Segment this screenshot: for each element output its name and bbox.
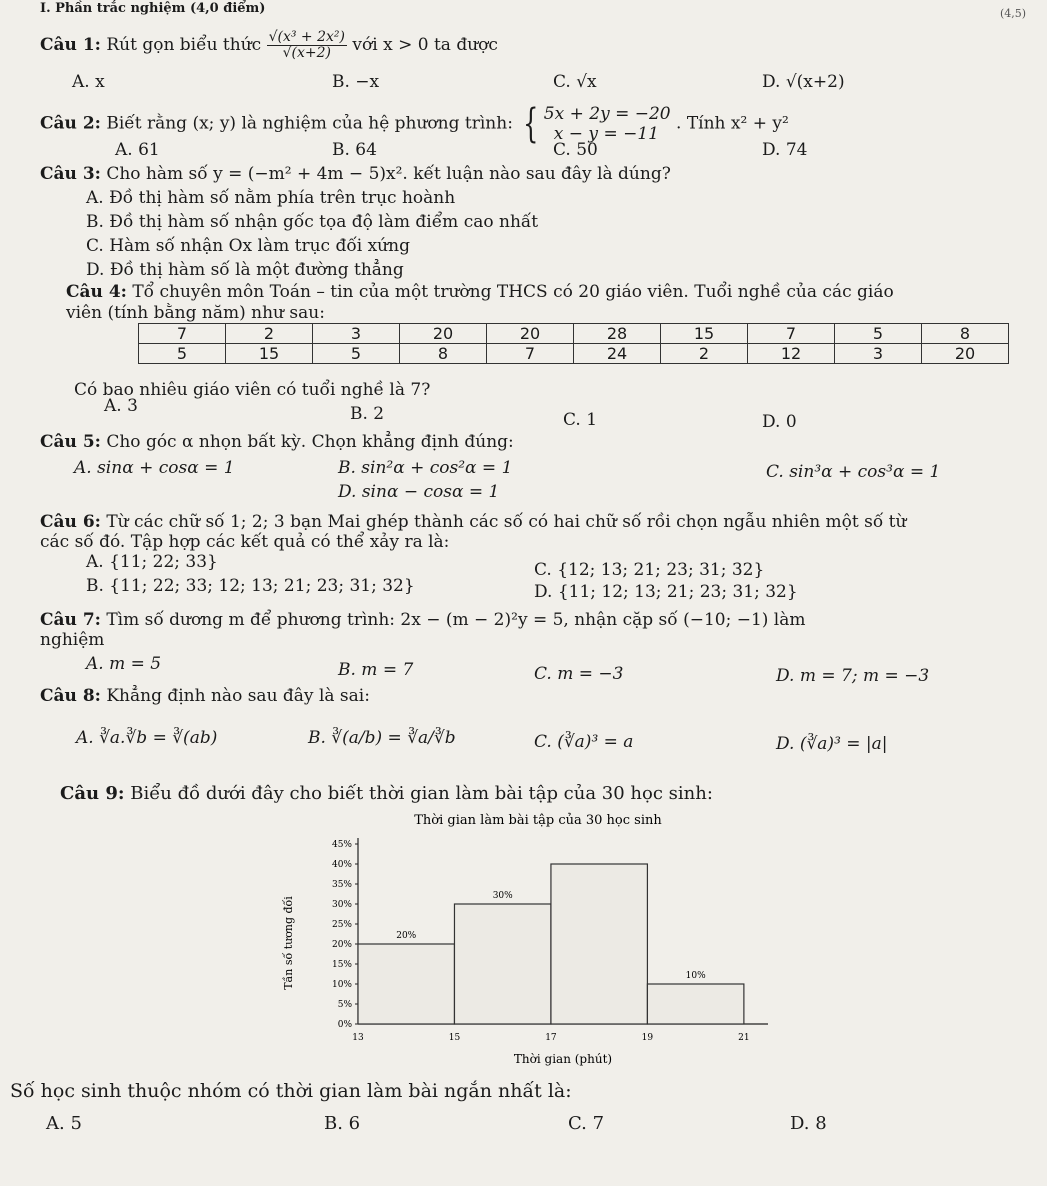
q1-label: Câu 1: [40,35,101,55]
q2-ask: . Tính x² + y² [676,113,789,134]
y-tick-label: 20% [331,940,352,950]
table-cell: 20 [487,324,574,344]
q2-option-c[interactable]: C. 50 [553,140,598,160]
histogram-bar [454,904,550,1024]
x-tick-label: 17 [545,1033,557,1043]
q9-text: Biểu đồ dưới đây cho biết thời gian làm bài tập của 30 học sinh: [130,783,713,804]
q8-option-c[interactable]: C. (∛a)³ = a [534,732,634,752]
table-cell: 12 [748,344,835,364]
y-tick-label: 35% [331,880,352,890]
table-cell: 20 [922,344,1009,364]
bar-data-label: 30% [492,891,513,901]
question-3 [40,164,671,184]
q7-text-2: nghiệm [40,630,105,650]
table-cell: 28 [574,324,661,344]
q7-label: Câu 7: [40,610,101,630]
x-tick-label: 15 [448,1033,461,1043]
chart-title: Thời gian làm bài tập của 30 học sinh [414,813,662,828]
q4-text-1: Tổ chuyên môn Toán – tin của một trường THCS có 20 giáo viên. Tuổi nghề của các giáo [132,282,894,302]
q5-option-a[interactable]: A. sinα + cosα = 1 [74,458,235,478]
table-cell: 3 [835,344,922,364]
q8-option-b[interactable]: B. ∛(a/b) = ∛a/∛b [308,728,456,748]
q6-option-b[interactable]: B. {11; 22; 33; 12; 13; 21; 23; 31; 32} [86,576,415,596]
q7-option-d[interactable]: D. m = 7; m = −3 [776,666,930,686]
q6-option-c[interactable]: C. {12; 13; 21; 23; 31; 32} [534,560,765,580]
q1-option-c[interactable]: C. √x [553,72,597,92]
q3-option-d[interactable]: D. Đồ thị hàm số là một đường thẳng [86,260,404,280]
q4-option-a[interactable]: A. 3 [104,396,138,416]
question-7 [40,610,806,630]
q4-text-2: viên (tính bằng năm) như sau: [66,303,325,323]
question-2 [40,101,789,147]
q4-option-c[interactable]: C. 1 [563,410,598,430]
table-cell: 15 [226,344,313,364]
question-4 [66,282,894,302]
y-tick-label: 40% [331,860,352,870]
q3-option-c[interactable]: C. Hàm số nhận Ox làm trục đối xứng [86,236,410,256]
q6-label: Câu 6: [40,512,101,532]
table-cell: 8 [400,344,487,364]
x-axis-label: Thời gian (phút) [513,1052,613,1066]
q5-text: Cho góc α nhọn bất kỳ. Chọn khẳng định đúng: [106,432,514,452]
q9-label: Câu 9: [60,783,125,804]
q9-option-c[interactable]: C. 7 [568,1113,605,1134]
q7-option-a[interactable]: A. m = 5 [86,654,162,674]
bar-data-label: 20% [396,931,417,941]
histogram-bar [551,864,647,1024]
q8-text: Khẳng định nào sau đây là sai: [106,686,370,706]
y-tick-label: 5% [337,1000,352,1010]
q8-label: Câu 8: [40,686,101,706]
q9-option-a[interactable]: A. 5 [46,1113,82,1134]
q9-option-b[interactable]: B. 6 [324,1113,361,1134]
table-cell: 20 [400,324,487,344]
q7-option-c[interactable]: C. m = −3 [534,664,624,684]
table-cell: 24 [574,344,661,364]
q6-text-2: các số đó. Tập hợp các kết quả có thể xảy ra là: [40,532,450,552]
table-cell: 7 [139,324,226,344]
q7-option-b[interactable]: B. m = 7 [338,660,414,680]
table-cell: 7 [748,324,835,344]
x-tick-label: 21 [738,1033,750,1043]
q5-option-d[interactable]: D. sinα − cosα = 1 [338,482,500,502]
table-cell: 15 [661,324,748,344]
q2-system: 5x + 2y = −20 x − y = −11 [543,104,671,144]
q4-option-b[interactable]: B. 2 [350,404,385,424]
q3-option-b[interactable]: B. Đồ thị hàm số nhận gốc tọa độ làm điểm cao nhất [86,212,539,232]
q2-text: Biết rằng (x; y) là nghiệm của hệ phương trình: [106,113,513,134]
q5-option-b[interactable]: B. sin²α + cos²α = 1 [338,458,513,478]
y-tick-label: 30% [331,900,352,910]
question-6 [40,512,906,532]
q9-option-d[interactable]: D. 8 [790,1113,827,1134]
q1-fraction: $\frac{\text{√(x³ + 2x²)}}{√(x+2)}$ [268,29,345,61]
question-9 [60,784,713,804]
q3-option-a[interactable]: A. Đồ thị hàm số nằm phía trên trục hoành [86,188,456,208]
q8-option-d[interactable]: D. (∛a)³ = |a| [776,734,888,754]
q3-text: Cho hàm số y = (−m² + 4m − 5)x². kết luận nào sau đây là dúng? [106,164,671,184]
q4-option-d[interactable]: D. 0 [762,412,797,432]
y-tick-label: 45% [331,840,352,850]
x-tick-label: 19 [641,1033,654,1043]
q1-option-d[interactable]: D. √(x+2) [762,72,845,92]
q1-condition: với x > 0 ta được [352,35,498,55]
q7-text-1: Tìm số dương m để phương trình: 2x − (m − 2)²y = 5, nhận cặp số (−10; −1) làm [106,610,806,630]
question-8 [40,686,370,706]
q6-option-a[interactable]: A. {11; 22; 33} [86,552,218,572]
q2-option-a[interactable]: A. 61 [115,140,160,160]
q2-option-d[interactable]: D. 74 [762,140,808,160]
q9-ask: Số học sinh thuộc nhóm có thời gian làm bài ngắn nhất là: [10,1080,572,1102]
table-cell: 5 [835,324,922,344]
histogram-bar [647,984,743,1024]
table-cell: 2 [661,344,748,364]
table-cell: 5 [313,344,400,364]
question-5 [40,432,514,452]
age-table [138,323,1009,364]
table-cell: 2 [226,324,313,344]
y-tick-label: 0% [337,1020,352,1030]
q1-option-b[interactable]: B. −x [332,72,380,92]
brace-icon: { [523,101,539,147]
table-cell: 3 [313,324,400,344]
q3-label: Câu 3: [40,164,101,184]
q6-text-1: Từ các chữ số 1; 2; 3 bạn Mai ghép thành các số có hai chữ số rồi chọn ngẫu nhiên một số từ [106,512,907,532]
page-mark: (4,5) [1000,7,1027,20]
histogram-chart [278,808,798,1073]
table-cell: 7 [487,344,574,364]
q8-option-a[interactable]: A. ∛a.∛b = ∛(ab) [76,728,218,748]
table-cell: 5 [139,344,226,364]
y-axis-label: Tần số tương đối [282,896,295,990]
q2-option-b[interactable]: B. 64 [332,140,377,160]
histogram-bar [358,944,454,1024]
q2-label: Câu 2: [40,113,101,134]
y-tick-label: 15% [331,960,352,970]
q4-label: Câu 4: [66,282,127,302]
q1-text: Rút gọn biểu thức [106,35,262,55]
y-tick-label: 25% [331,920,352,930]
bar-data-label: 10% [685,971,706,981]
q4-ask: Có bao nhiêu giáo viên có tuổi nghề là 7? [74,380,431,400]
q6-option-d[interactable]: D. {11; 12; 13; 21; 23; 31; 32} [534,582,798,602]
y-tick-label: 10% [331,980,352,990]
q5-label: Câu 5: [40,432,101,452]
table-row [139,324,1009,344]
q1-option-a[interactable]: A. x [72,72,105,92]
table-row [139,344,1009,364]
x-tick-label: 13 [352,1033,364,1043]
q5-option-c[interactable]: C. sin³α + cos³α = 1 [766,462,941,482]
table-cell: 8 [922,324,1009,344]
question-1 [40,30,498,61]
section-title: I. Phần trắc nghiệm (4,0 điểm) [40,1,266,16]
chart-plot-area [332,838,768,1043]
